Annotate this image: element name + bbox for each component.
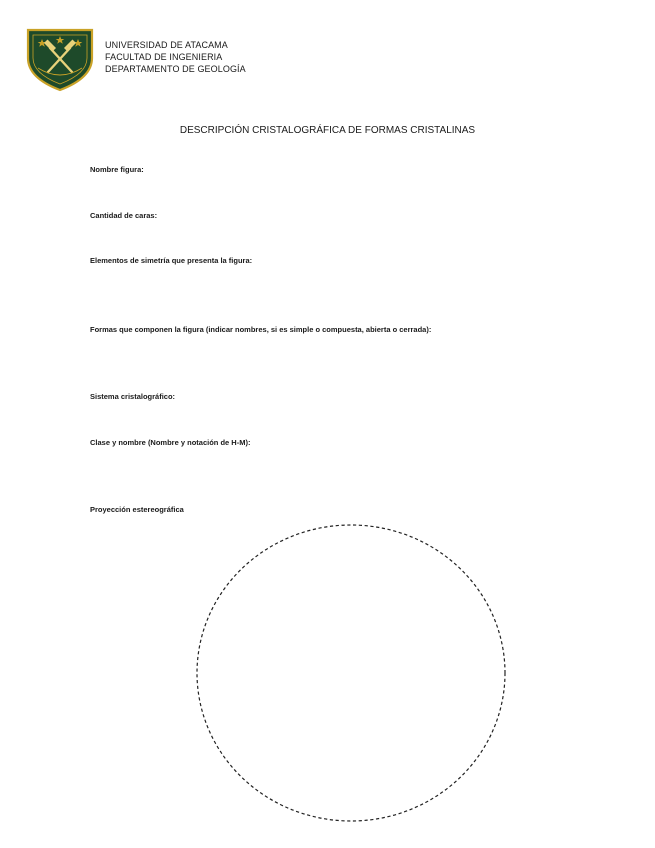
institution-faculty: FACULTAD DE INGENIERIA: [105, 52, 223, 62]
field-clase-nombre: Clase y nombre (Nombre y notación de H-M):: [90, 438, 251, 447]
field-elementos-simetria: Elementos de simetría que presenta la figura:: [90, 256, 253, 265]
institution-block: [105, 39, 246, 75]
field-cantidad-caras: Cantidad de caras:: [90, 211, 158, 220]
field-proyeccion-estereografica: Proyección estereográfica: [90, 505, 184, 514]
university-crest-icon: [24, 24, 96, 92]
institution-university: UNIVERSIDAD DE ATACAMA: [105, 40, 228, 50]
institution-department: DEPARTAMENTO DE GEOLOGÍA: [105, 64, 246, 74]
document-title: DESCRIPCIÓN CRISTALOGRÁFICA DE FORMAS CRISTALINAS: [179, 125, 476, 136]
page-header: [24, 24, 324, 94]
field-formas: Formas que componen la figura (indicar nombres, si es simple o compuesta, abierta o cerrada):: [90, 325, 432, 334]
stereographic-projection-circle: [195, 523, 507, 823]
field-sistema-cristalografico: Sistema cristalográfico:: [90, 392, 176, 401]
field-nombre-figura: Nombre figura:: [90, 165, 144, 174]
